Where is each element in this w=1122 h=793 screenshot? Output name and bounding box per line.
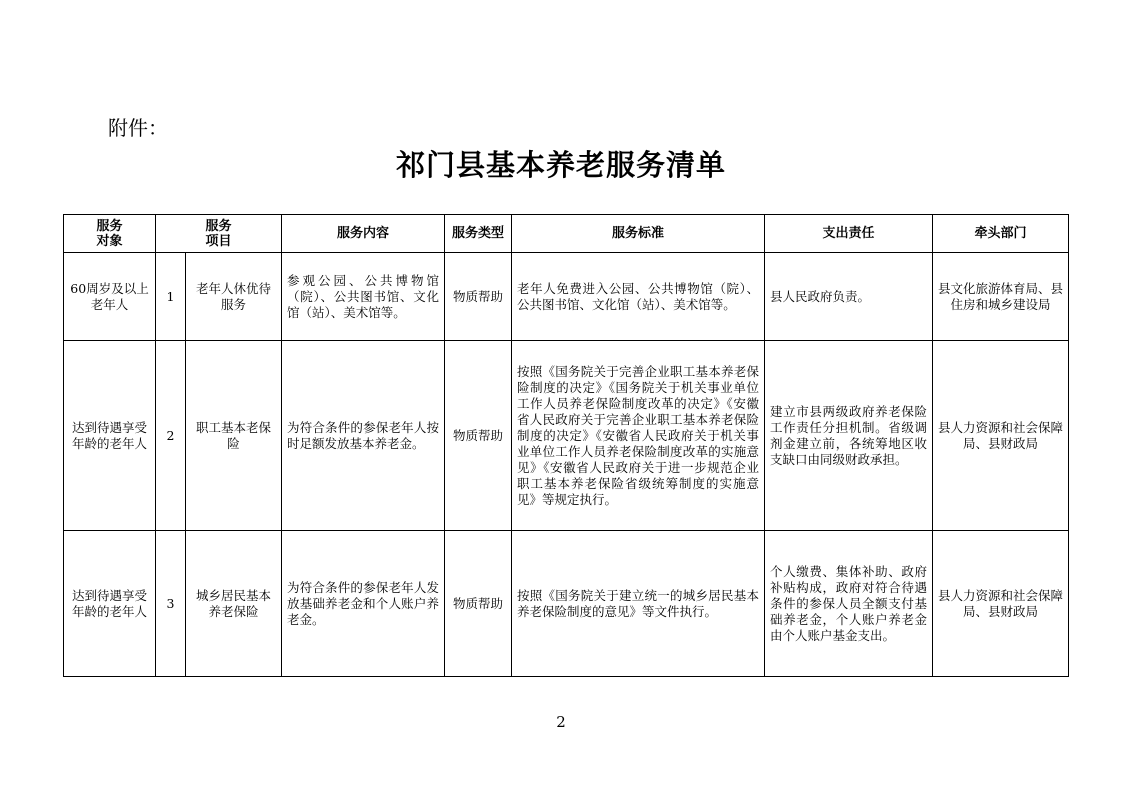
row-item: 老年人休优待服务 — [186, 253, 282, 341]
row-content: 参观公园、公共博物馆（院）、公共图书馆、文化馆（站）、美术馆等。 — [282, 253, 445, 341]
row-target: 60周岁及以上老年人 — [64, 253, 156, 341]
row-content: 为符合条件的参保老年人按时足额发放基本养老金。 — [282, 341, 445, 531]
row-type: 物质帮助 — [445, 253, 512, 341]
row-standard: 按照《国务院关于完善企业职工基本养老保险制度的决定》《国务院关于机关事业单位工作人员养老保险制度改革的决定》《安徽省人民政府关于完善企业职工基本养老保险制度的决定》《安徽省人民政府关于机关事业单位工作人员养老保险制度改革的实施意见》《安徽省人民政府关于进一步规范企业职工基本养老保险省级统筹制度的实施意见》等规定执行。 — [512, 341, 765, 531]
service-list-table — [63, 214, 1069, 677]
row-content: 为符合条件的参保老年人发放基础养老金和个人账户养老金。 — [282, 531, 445, 677]
row-type: 物质帮助 — [445, 531, 512, 677]
row-number: 1 — [156, 253, 186, 341]
header-item: 服务 项目 — [156, 215, 282, 253]
document-title: 祁门县基本养老服务清单 — [395, 148, 726, 182]
header-expense: 支出责任 — [765, 215, 933, 253]
table-row — [64, 253, 1069, 341]
row-number: 2 — [156, 341, 186, 531]
row-target: 达到待遇享受年龄的老年人 — [64, 531, 156, 677]
row-item: 职工基本老保险 — [186, 341, 282, 531]
row-number: 3 — [156, 531, 186, 677]
row-department: 县文化旅游体育局、县住房和城乡建设局 — [933, 253, 1069, 341]
row-item: 城乡居民基本养老保险 — [186, 531, 282, 677]
attachment-label: 附件： — [108, 116, 168, 140]
header-target: 服务 对象 — [64, 215, 156, 253]
row-standard: 老年人免费进入公园、公共博物馆（院）、公共图书馆、文化馆（站）、美术馆等。 — [512, 253, 765, 341]
header-standard: 服务标准 — [512, 215, 765, 253]
row-standard: 按照《国务院关于建立统一的城乡居民基本养老保险制度的意见》等文件执行。 — [512, 531, 765, 677]
row-expense: 县人民政府负责。 — [765, 253, 933, 341]
table-row — [64, 341, 1069, 531]
row-department: 县人力资源和社会保障局、县财政局 — [933, 341, 1069, 531]
header-department: 牵头部门 — [933, 215, 1069, 253]
row-expense: 建立市县两级政府养老保险工作责任分担机制。省级调剂金建立前，各统筹地区收支缺口由同级财政承担。 — [765, 341, 933, 531]
page-number: 2 — [556, 713, 566, 731]
row-department: 县人力资源和社会保障局、县财政局 — [933, 531, 1069, 677]
header-content: 服务内容 — [282, 215, 445, 253]
row-type: 物质帮助 — [445, 341, 512, 531]
header-type: 服务类型 — [445, 215, 512, 253]
table-row — [64, 531, 1069, 677]
row-expense: 个人缴费、集体补助、政府补贴构成，政府对符合待遇条件的参保人员全额支付基础养老金，个人账户养老金由个人账户基金支出。 — [765, 531, 933, 677]
table-header-row — [64, 215, 1069, 253]
row-target: 达到待遇享受年龄的老年人 — [64, 341, 156, 531]
